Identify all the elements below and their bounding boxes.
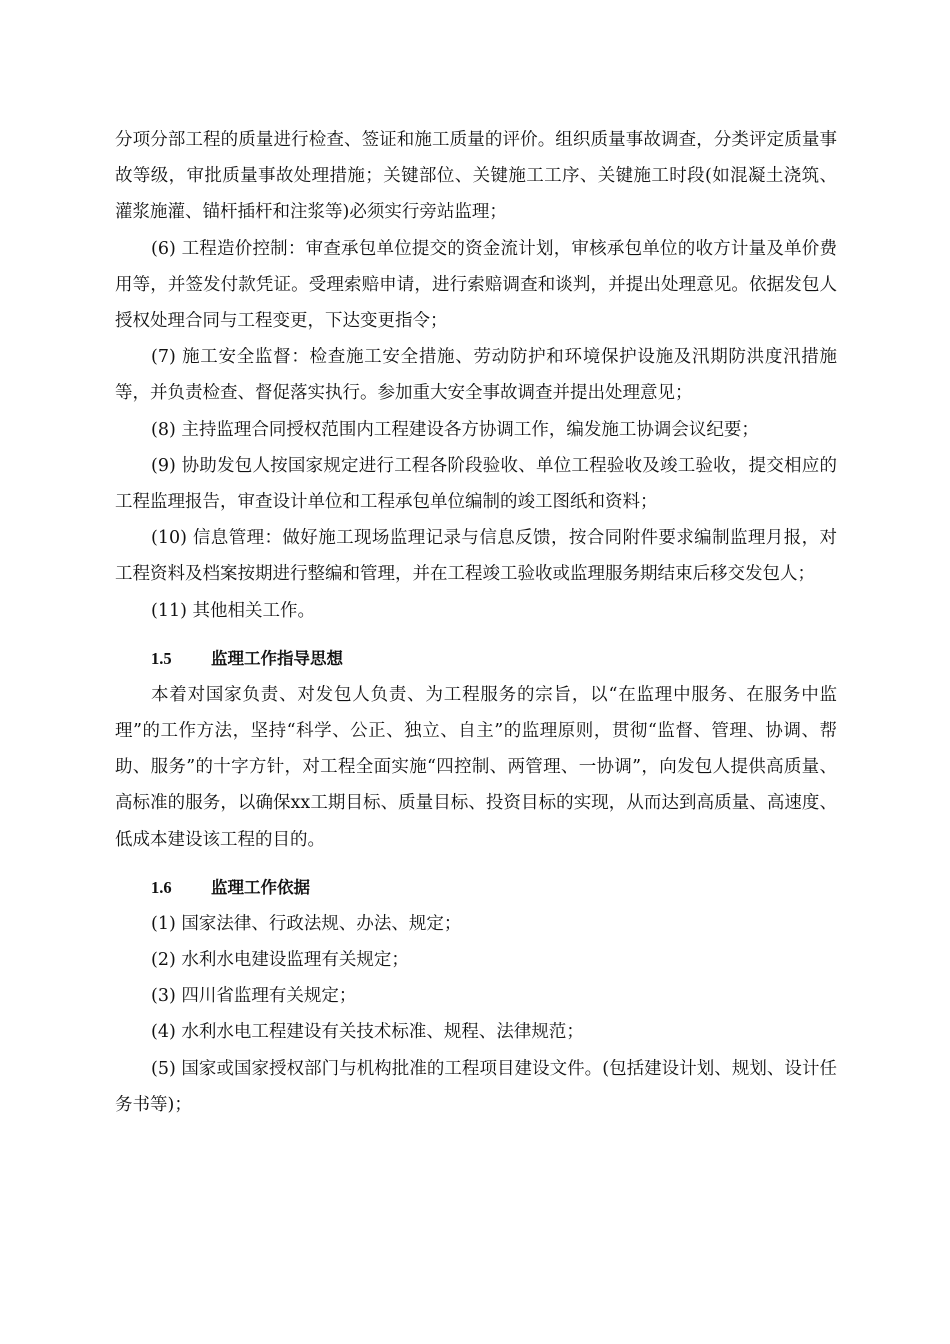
document-body (115, 122, 837, 1123)
paragraph-item-9: (9) 协助发包人按国家规定进行工程各阶段验收、单位工程验收及竣工验收，提交相应的工程监理报告，审查设计单位和工程承包单位编制的竣工图纸和资料； (115, 455, 837, 513)
basis-item-4: (4) 水利水电工程建设有关技术标准、规程、法律规范； (151, 1022, 584, 1043)
paragraph-continued: 分项分部工程的质量进行检查、签证和施工质量的评价。组织质量事故调查，分类评定质量事故等级，审批质量事故处理措施；关键部位、关键施工工序、关键施工时段(如混凝土浇筑、灌浆施灌、锚杆插杆和注浆等)必须实行旁站监理； (115, 130, 837, 223)
paragraph-item-10: (10) 信息管理：做好施工现场监理记录与信息反馈，按合同附件要求编制监理月报，对工程资料及档案按期进行整编和管理，并在工程竣工验收或监理服务期结束后移交发包人； (115, 528, 837, 585)
paragraph-item-7: (7) 施工安全监督：检查施工安全措施、劳动防护和环境保护设施及汛期防洪度汛措施等，并负责检查、督促落实执行。参加重大安全事故调查并提出处理意见； (115, 347, 837, 404)
basis-item-5: (5) 国家或国家授权部门与机构批准的工程项目建设文件。(包括建设计划、规划、设计任务书等)； (115, 1058, 837, 1115)
basis-item-1: (1) 国家法律、行政法规、办法、规定； (151, 913, 462, 934)
section-number: 1.6 (151, 877, 172, 897)
section-title: 监理工作依据 (211, 877, 310, 897)
paragraph-item-11: (11) 其他相关工作。 (151, 600, 315, 621)
section-title: 监理工作指导思想 (211, 648, 343, 668)
section-heading-1-5 (115, 641, 837, 677)
basis-item-3: (3) 四川省监理有关规定； (151, 986, 357, 1007)
basis-item-2: (2) 水利水电建设监理有关规定； (151, 950, 409, 971)
section-1-5-body: 本着对国家负责、对发包人负责、为工程服务的宗旨，以“在监理中服务、在服务中监理”的工作方法，坚持“科学、公正、独立、自主”的监理原则，贯彻“监督、管理、协调、帮助、服务”的十字方针，对工程全面实施“四控制、两管理、一协调”，向发包人提供高质量、高标准的服务，以确保xx工期目标、质量目标、投资目标的实现，从而达到高质量、高速度、低成本建设该工程的目的。 (115, 684, 837, 850)
paragraph-item-8: (8) 主持监理合同授权范围内工程建设各方协调工作，编发施工协调会议纪要； (151, 419, 759, 440)
section-heading-1-6 (115, 870, 837, 906)
section-number: 1.5 (151, 648, 172, 668)
paragraph-item-6: (6) 工程造价控制：审查承包单位提交的资金流计划，审核承包单位的收方计量及单价费用等，并签发付款凭证。受理索赔申请，进行索赔调查和谈判，并提出处理意见。依据发包人授权处理合同与工程变更，下达变更指令； (115, 238, 837, 332)
